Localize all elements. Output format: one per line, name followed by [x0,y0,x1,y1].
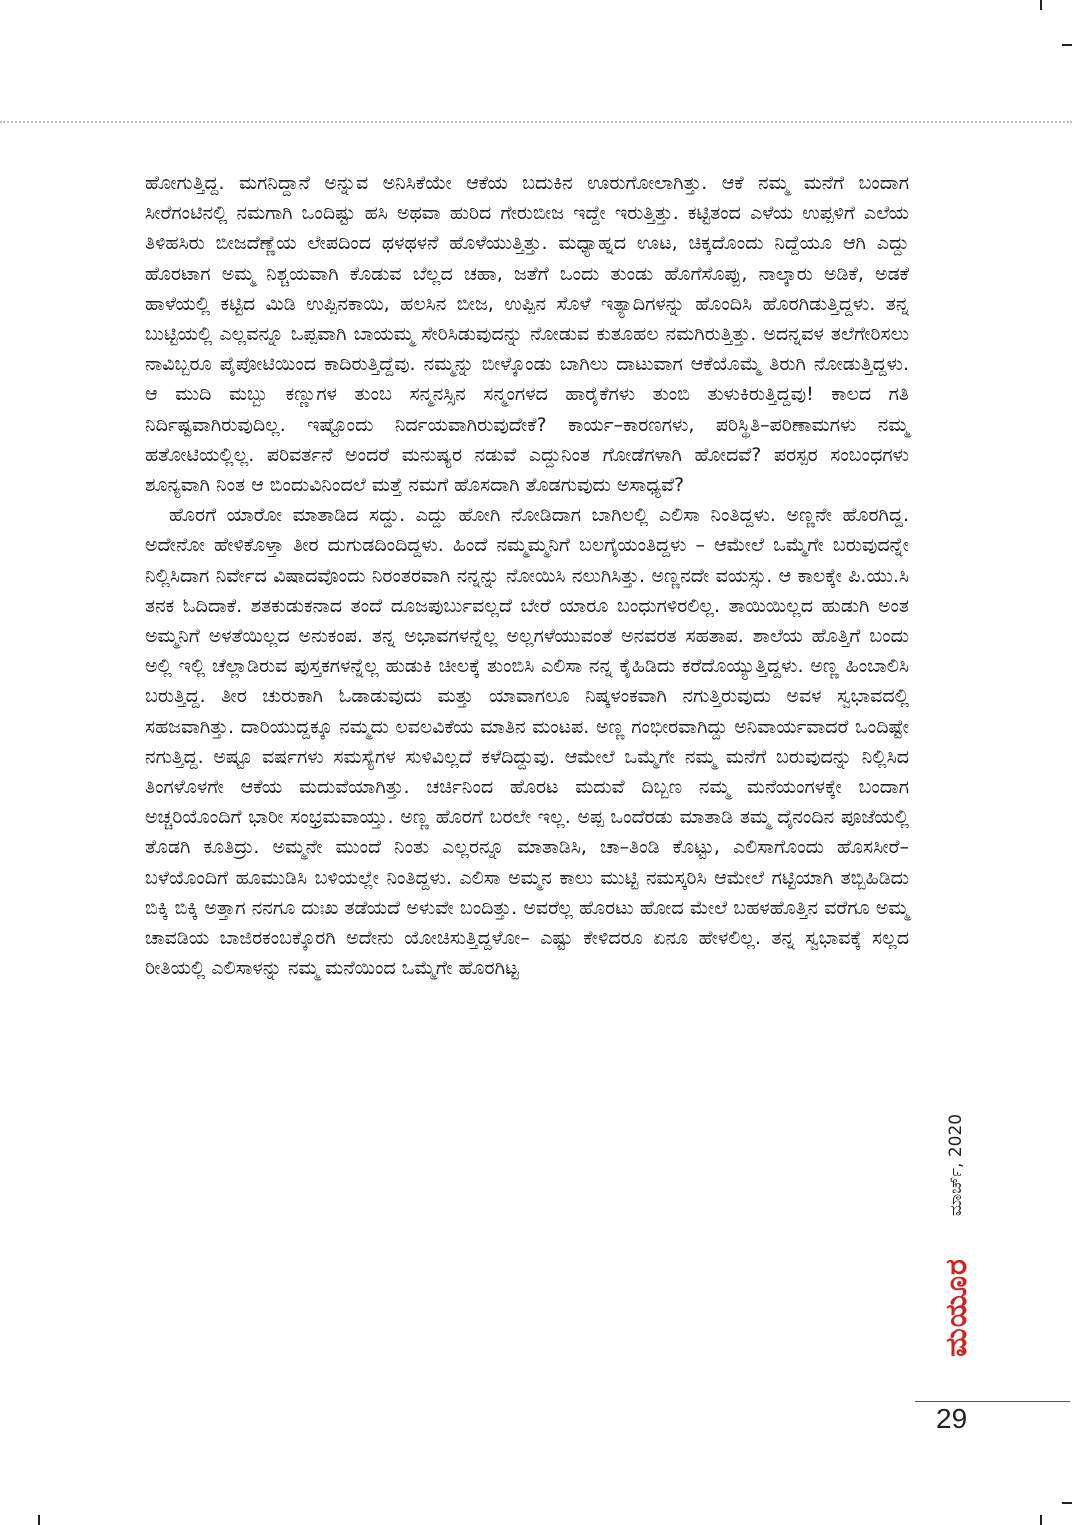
issue-date [936,1100,976,1230]
magazine-name: ಮಯೂರ [938,1257,974,1357]
article-body [145,168,909,983]
crop-mark-top-right [1040,0,1042,10]
crop-mark-top-right-side [1062,44,1072,46]
crop-mark-bottom-left [38,1515,40,1525]
crop-mark-bottom-right-side [1062,1502,1072,1504]
page-number: 29 [936,1403,968,1434]
header-dotted-rule [0,121,1072,123]
crop-mark-bottom-right [1040,1515,1042,1525]
magazine-logo [936,1232,976,1382]
paragraph: ಹೊರಗೆ ಯಾರೋ ಮಾತಾಡಿದ ಸದ್ದು. ಎದ್ದು ಹೋಗಿ ನೋಡಿದಾಗ ಬಾಗಿಲಲ್ಲಿ ಎಲಿಸಾ ನಿಂತಿದ್ದಳು. ಅಣ್ಣನೇ ಹೊರಗಿದ್ದ. ಅದೇನೋ ಹೇಳಿಕೊಳ್ತಾ ತೀರ ದುಗುಡದಿಂದಿದ್ದಳು. ಹಿಂದೆ ನಮ್ಮಮ್ಮನಿಗೆ ಬಲಗೈಯಂತಿದ್ದಳು – ಆಮೇಲೆ ಒಮ್ಮೆಗೇ ಬರುವುದನ್ನೇ ನಿಲ್ಲಿಸಿದಾಗ ನಿರ್ವೇದ ವಿಷಾದವೊಂದು ನಿರಂತರವಾಗಿ ನನ್ನನ್ನು ನೋಯಿಸಿ ನಲುಗಿಸಿತ್ತು. ಅಣ್ಣನದೇ ವಯಸ್ಸು. ಆ ಕಾಲಕ್ಕೇ ಪಿ.ಯು.ಸಿ ತನಕ ಓದಿದಾಕೆ. ಶತಕುಡುಕನಾದ ತಂದೆ ದೂಜಪುರ್ಬುವಲ್ಲದೆ ಬೇರೆ ಯಾರೂ ಬಂಧುಗಳಿರಲಿಲ್ಲ. ತಾಯಿಯಿಲ್ಲದ ಹುಡುಗಿ ಅಂತ ಅಮ್ಮನಿಗೆ ಅಳತೆಯಿಲ್ಲದ ಅನುಕಂಪ. ತನ್ನ ಅಭಾವಗಳನ್ನೆಲ್ಲ ಅಲ್ಲಗಳೆಯುವಂತೆ ಅನವರತ ಸಹತಾಪ. ಶಾಲೆಯ ಹೊತ್ತಿಗೆ ಬಂದು ಅಲ್ಲಿ ಇಲ್ಲಿ ಚೆಲ್ಲಾಡಿರುವ ಪುಸ್ತಕಗಳನ್ನೆಲ್ಲ ಹುಡುಕಿ ಚೀಲಕ್ಕೆ ತುಂಬಿಸಿ ಎಲಿಸಾ ನನ್ನ ಕೈಹಿಡಿದು ಕರೆದೊಯ್ಯುತ್ತಿದ್ದಳು. ಅಣ್ಣ ಹಿಂಬಾಲಿಸಿ ಬರುತ್ತಿದ್ದ. ತೀರ ಚುರುಕಾಗಿ ಓಡಾಡುವುದು ಮತ್ತು ಯಾವಾಗಲೂ ನಿಷ್ಕಳಂಕವಾಗಿ ನಗುತ್ತಿರುವುದು ಅವಳ ಸ್ವಭಾವದಲ್ಲಿ ಸಹಜವಾಗಿತ್ತು. ದಾರಿಯುದ್ದಕ್ಕೂ ನಮ್ಮದು ಲವಲವಿಕೆಯ ಮಾತಿನ ಮಂಟಪ. ಅಣ್ಣ ಗಂಭೀರವಾಗಿದ್ದು ಅನಿವಾರ್ಯವಾದರೆ ಒಂದಿಷ್ಟೇ ನಗುತ್ತಿದ್ದ. ಅಷ್ಟೂ ವರ್ಷಗಳು ಸಮಸ್ಯೆಗಳ ಸುಳಿವಿಲ್ಲದೆ ಕಳೆದಿದ್ದುವು. ಆಮೇಲೆ ಒಮ್ಮೆಗೇ ನಮ್ಮ ಮನೆಗೆ ಬರುವುದನ್ನು ನಿಲ್ಲಿಸಿದ ತಿಂಗಳೊಳಗೇ ಆಕೆಯ ಮದುವೆಯಾಗಿತ್ತು. ಚರ್ಚಿನಿಂದ ಹೊರಟ ಮದುವೆ ದಿಬ್ಬಣ ನಮ್ಮ ಮನೆಯಂಗಳಕ್ಕೇ ಬಂದಾಗ ಅಚ್ಚರಿಯೊಂದಿಗೆ ಭಾರೀ ಸಂಭ್ರಮವಾಯ್ತು. ಅಣ್ಣ ಹೊರಗೆ ಬರಲೇ ಇಲ್ಲ. ಅಪ್ಪ ಒಂದೆರಡು ಮಾತಾಡಿ ತಮ್ಮ ದೈನಂದಿನ ಪೂಜೆಯಲ್ಲಿ ತೊಡಗಿ ಕೂತಿದ್ರು. ಅಮ್ಮನೇ ಮುಂದೆ ನಿಂತು ಎಲ್ಲರನ್ನೂ ಮಾತಾಡಿಸಿ, ಚಾ–ತಿಂಡಿ ಕೊಟ್ಟು, ಎಲಿಸಾಗೊಂದು ಹೊಸಸೀರೆ–ಬಳೆಯೊಂದಿಗೆ ಹೂಮುಡಿಸಿ ಬಳಿಯಲ್ಲೇ ನಿಂತಿದ್ದಳು. ಎಲಿಸಾ ಅಮ್ಮನ ಕಾಲು ಮುಟ್ಟಿ ನಮಸ್ಕರಿಸಿ ಆಮೇಲೆ ಗಟ್ಟಿಯಾಗಿ ತಬ್ಬಿಹಿಡಿದು ಬಿಕ್ಕಿ ಬಿಕ್ಕಿ ಅತ್ತಾಗ ನನಗೂ ದುಃಖ ತಡೆಯದೆ ಅಳುವೇ ಬಂದಿತ್ತು. ಅವರೆಲ್ಲ ಹೊರಟು ಹೋದ ಮೇಲೆ ಬಹಳಹೊತ್ತಿನ ವರೆಗೂ ಅಮ್ಮ ಚಾವಡಿಯ ಬಾಜಿರಕಂಬಕ್ಕೊರಗಿ ಅದೇನು ಯೋಚಿಸುತ್ತಿದ್ದಳೋ– ಎಷ್ಟು ಕೇಳಿದರೂ ಏನೂ ಹೇಳಲಿಲ್ಲ. ತನ್ನ ಸ್ವಭಾವಕ್ಕೆ ಸಲ್ಲದ ರೀತಿಯಲ್ಲಿ ಎಲಿಸಾಳನ್ನು ನಮ್ಮ ಮನೆಯಿಂದ ಒಮ್ಮೆಗೇ ಹೊರಗಿಟ್ಟ [145,504,909,980]
footer-rule [915,1401,1070,1402]
issue-date-text: ಮಾರ್ಚ್, 2020 [946,1113,967,1217]
paragraph: ಹೋಗುತ್ತಿದ್ದ. ಮಗನಿದ್ದಾನೆ ಅನ್ನುವ ಅನಿಸಿಕೆಯೇ ಆಕೆಯ ಬದುಕಿನ ಊರುಗೋಲಾಗಿತ್ತು. ಆಕೆ ನಮ್ಮ ಮನೆಗೆ ಬಂದಾಗ ಸೀರೆಗಂಟಿನಲ್ಲಿ ನಮಗಾಗಿ ಒಂದಿಷ್ಟು ಹಸಿ ಅಥವಾ ಹುರಿದ ಗೇರುಬೀಜ ಇದ್ದೇ ಇರುತ್ತಿತ್ತು. ಕಟ್ಟಿತಂದ ಎಳೆಯ ಉಪ್ಪಳಿಗೆ ಎಲೆಯ ತಿಳಿಹಸಿರು ಬೀಜದೆಣ್ಣೆಯ ಲೇಪದಿಂದ ಥಳಥಳನೆ ಹೊಳೆಯುತ್ತಿತ್ತು. ಮಧ್ಯಾಹ್ನದ ಊಟ, ಚಿಕ್ಕದೊಂದು ನಿದ್ದೆಯೂ ಆಗಿ ಎದ್ದು ಹೊರಟಾಗ ಅಮ್ಮ ನಿಶ್ಚಯವಾಗಿ ಕೊಡುವ ಬೆಲ್ಲದ ಚಹಾ, ಜತೆಗೆ ಒಂದು ತುಂಡು ಹೊಗೆಸೊಪ್ಪು, ನಾಲ್ಕಾರು ಅಡಿಕೆ, ಅಡಕೆ ಹಾಳೆಯಲ್ಲಿ ಕಟ್ಟಿದ ಮಿಡಿ ಉಪ್ಪಿನಕಾಯಿ, ಹಲಸಿನ ಬೀಜ, ಉಪ್ಪಿನ ಸೊಳೆ ಇತ್ಯಾದಿಗಳನ್ನು ಹೊಂದಿಸಿ ಹೊರಗಿಡುತ್ತಿದ್ದಳು. ತನ್ನ ಬುಟ್ಟಿಯಲ್ಲಿ ಎಲ್ಲವನ್ನೂ ಒಪ್ಪವಾಗಿ ಬಾಯಮ್ಮ ಸೇರಿಸಿಡುವುದನ್ನು ನೋಡುವ ಕುತೂಹಲ ನಮಗಿರುತ್ತಿತ್ತು. ಅದನ್ನವಳ ತಲೆಗೇರಿಸಲು ನಾವಿಬ್ಬರೂ ಪೈಪೋಟಿಯಿಂದ ಕಾದಿರುತ್ತಿದ್ದೆವು. ನಮ್ಮನ್ನು ಬೀಳ್ಕೊಂಡು ಬಾಗಿಲು ದಾಟುವಾಗ ಆಕೆಯೊಮ್ಮೆ ತಿರುಗಿ ನೋಡುತ್ತಿದ್ದಳು. ಆ ಮುದಿ ಮಬ್ಬು ಕಣ್ಣುಗಳ ತುಂಬ ಸನ್ಮನಸ್ಸಿನ ಸನ್ಮಂಗಳದ ಹಾರೈಕೆಗಳು ತುಂಬಿ ತುಳುಕಿರುತ್ತಿದ್ದವು! ಕಾಲದ ಗತಿ ನಿರ್ದಿಷ್ಟವಾಗಿರುವುದಿಲ್ಲ. ಇಷ್ಟೊಂದು ನಿರ್ದಯವಾಗಿರುವುದೇಕೆ? ಕಾರ್ಯ–ಕಾರಣಗಳು, ಪರಿಸ್ಥಿತಿ–ಪರಿಣಾಮಗಳು ನಮ್ಮ ಹತೋಟಿಯಲ್ಲಿಲ್ಲ. ಪರಿವರ್ತನೆ ಅಂದರೆ ಮನುಷ್ಯರ ನಡುವೆ ಎದ್ದುನಿಂತ ಗೋಡೆಗಳಾಗಿ ಹೋದವೆ? ಪರಸ್ಪರ ಸಂಬಂಧಗಳು ಶೂನ್ಯವಾಗಿ ನಿಂತ ಆ ಬಿಂದುವಿನಿಂದಲೆ ಮತ್ತೆ ನಮಗೆ ಹೊಸದಾಗಿ ತೊಡಗುವುದು ಅಸಾಧ್ಯವೆ? [145,172,909,497]
